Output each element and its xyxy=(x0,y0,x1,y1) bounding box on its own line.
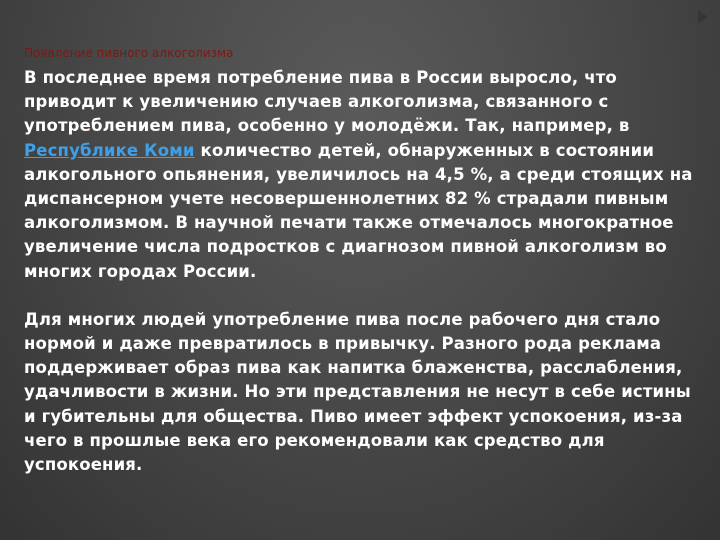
slide-title: Появление пивного алкоголизма xyxy=(24,46,234,60)
paragraph-1-text-after-link: количество детей, обнаруженных в состоянии алкогольного опьянения, увеличилось на 4,5 %, а среди стоящих на диспансерном учете несовершеннолетних 82 % страдали пивным алкоголизмом. В научной печати также отмечалось многократное увеличение числа подростков с диагнозом пивной алкоголизм во многих городах России. xyxy=(24,140,693,281)
paragraph-1 xyxy=(24,66,704,284)
corner-arrow-icon xyxy=(698,10,708,24)
paragraph-2: Для многих людей употребление пива после рабочего дня стало нормой и даже превратилось в привычку. Разного рода реклама поддерживает образ пива как напитка блаженства, расслабления, удачливости в жизни. Но эти представления не несут в себе истины и губительны для общества. Пиво имеет эффект успокоения, из-за чего в прошлые века его рекомендовали как средство для успокоения. xyxy=(24,309,691,475)
republic-komi-link[interactable]: Республике Коми xyxy=(24,140,195,160)
slide-body xyxy=(24,66,704,477)
paragraph-1-text-before-link: В последнее время потребление пива в России выросло, что приводит к увеличению случаев алкоголизма, связанного с употреблением пива, особенно у молодёжи. Так, например, в xyxy=(24,68,630,136)
paragraph-spacer xyxy=(24,284,704,308)
